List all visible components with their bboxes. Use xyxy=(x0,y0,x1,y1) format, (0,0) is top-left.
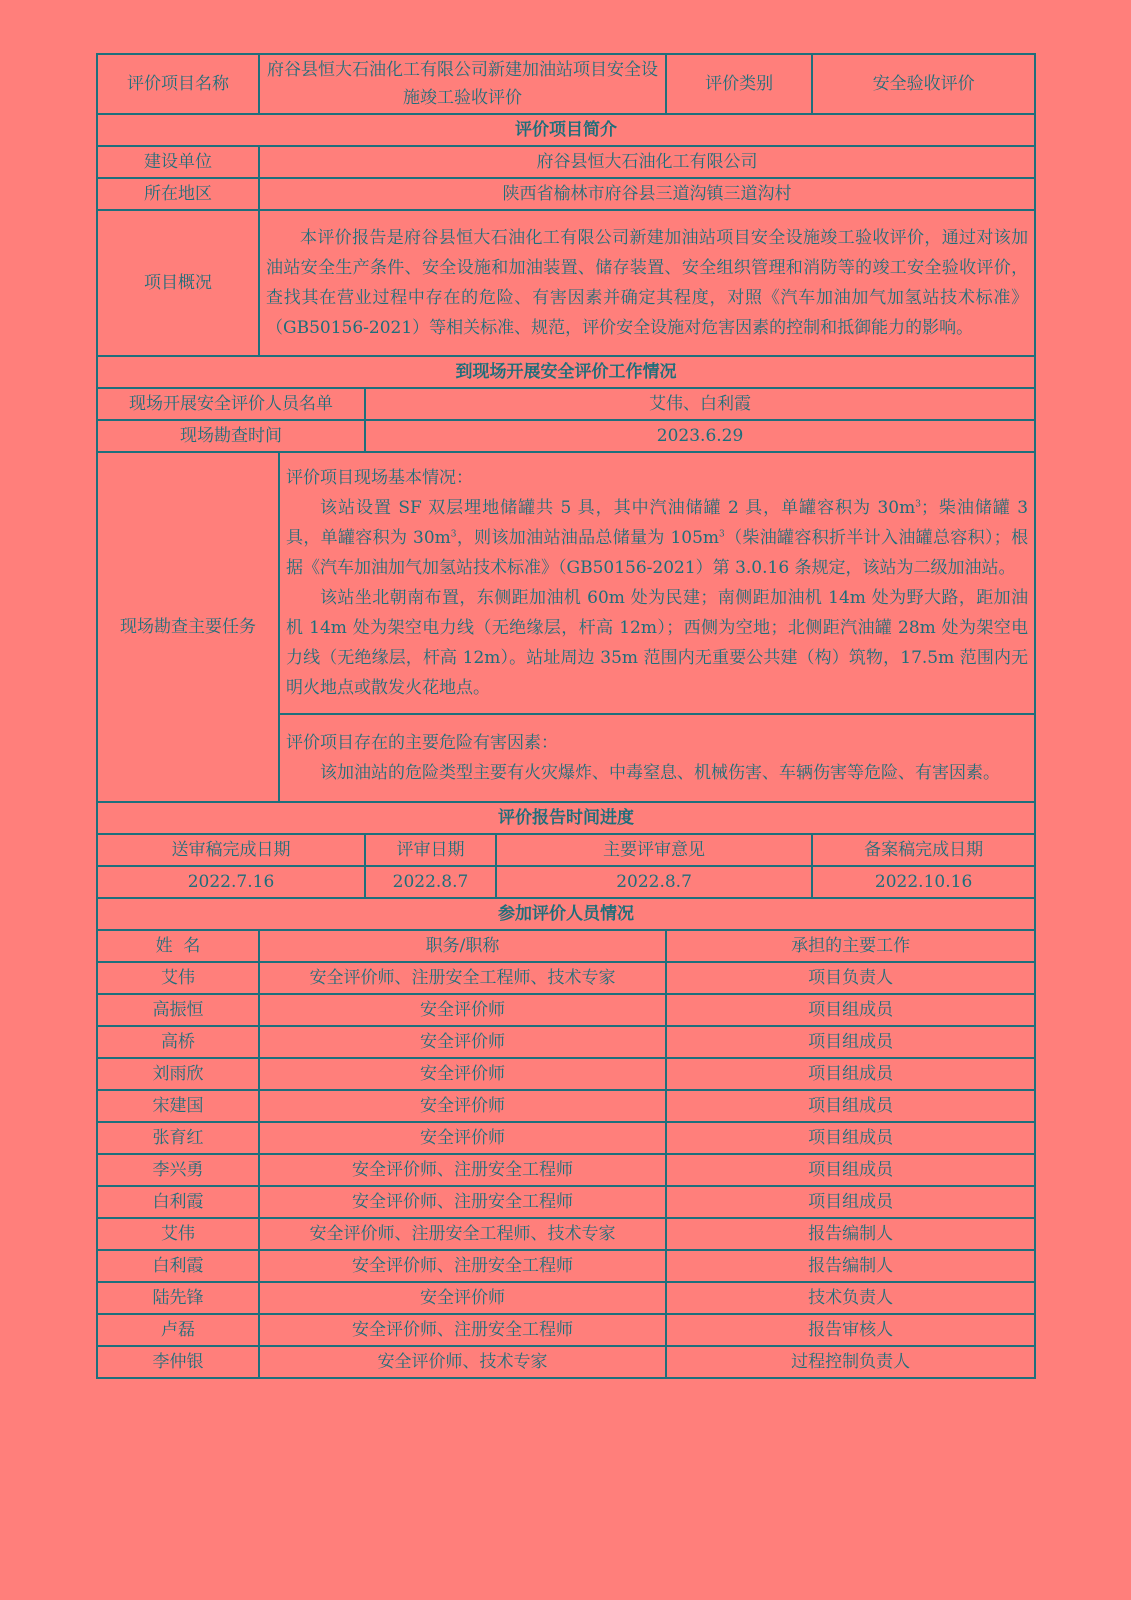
staff-row xyxy=(97,1282,1035,1314)
staff-name: 高桥 xyxy=(97,1026,259,1058)
staff-work: 项目组成员 xyxy=(666,1058,1035,1090)
site-basic-paragraph-2: 该站坐北朝南布置，东侧距加油机 60m 处为民建；南侧距加油机 14m 处为野大路，距加油机 14m 处为架空电力线（无绝缘层，杆高 12m）；西侧为空地；北侧距汽油罐 28m 处为架空电力线（无绝缘层，杆高 12m）。站址周边 35m 范围内无重要公共建（构）筑物，17.5m 范围内无明火地点或散发火花地点。 xyxy=(286,588,1029,698)
site-tasks-label: 现场勘查主要任务 xyxy=(97,452,279,802)
staff-title: 安全评价师 xyxy=(259,1090,666,1122)
staff-name: 李仲银 xyxy=(97,1346,259,1378)
overview-text-cell xyxy=(259,210,1035,356)
staff-row xyxy=(97,1154,1035,1186)
site-hazard-heading: 评价项目存在的主要危险有害因素： xyxy=(286,733,558,753)
staff-name: 高振恒 xyxy=(97,994,259,1026)
site-staff-label: 现场开展安全评价人员名单 xyxy=(97,388,365,420)
staff-name: 艾伟 xyxy=(97,962,259,994)
builder-value: 府谷县恒大石油化工有限公司 xyxy=(259,146,1035,178)
schedule-header: 送审稿完成日期 xyxy=(97,834,365,866)
intro-section-title: 评价项目简介 xyxy=(97,114,1035,146)
staff-work: 技术负责人 xyxy=(666,1282,1035,1314)
staff-work: 报告编制人 xyxy=(666,1250,1035,1282)
staff-name: 李兴勇 xyxy=(97,1154,259,1186)
staff-name: 白利霞 xyxy=(97,1186,259,1218)
staff-row xyxy=(97,1250,1035,1282)
site-hazard-text: 该加油站的危险类型主要有火灾爆炸、中毒窒息、机械伤害、车辆伤害等危险、有害因素。 xyxy=(320,763,1000,783)
staff-header-work: 承担的主要工作 xyxy=(666,930,1035,962)
site-time-value: 2023.6.29 xyxy=(365,420,1035,452)
builder-label: 建设单位 xyxy=(97,146,259,178)
schedule-header: 主要评审意见 xyxy=(496,834,812,866)
staff-title: 安全评价师、注册安全工程师、技术专家 xyxy=(259,962,666,994)
project-name-value: 府谷县恒大石油化工有限公司新建加油站项目安全设施竣工验收评价 xyxy=(259,54,666,114)
category-value: 安全验收评价 xyxy=(812,54,1035,114)
staff-title: 安全评价师 xyxy=(259,1058,666,1090)
staff-title: 安全评价师 xyxy=(259,1122,666,1154)
staff-work: 项目组成员 xyxy=(666,994,1035,1026)
evaluation-info-table xyxy=(96,53,1036,1379)
staff-title: 安全评价师 xyxy=(259,1026,666,1058)
staff-title: 安全评价师、注册安全工程师 xyxy=(259,1186,666,1218)
staff-title: 安全评价师、注册安全工程师 xyxy=(259,1154,666,1186)
staff-row xyxy=(97,1346,1035,1378)
staff-work: 项目负责人 xyxy=(666,962,1035,994)
site-basic-paragraph-1: 该站设置 SF 双层埋地储罐共 5 具，其中汽油储罐 2 具，单罐容积为 $30m^3$；柴油储罐 3 具，单罐容积为 $30m^3$，则该加油站油品总储量为 $105m^3$（柴油罐容积折半计入油罐总容积）；根据《汽车加油加气加氢站技术标准》（GB50156-2021）第 3.0.16 条规定，该站为二级加油站。 xyxy=(286,498,1029,578)
overview-text: 本评价报告是府谷县恒大石油化工有限公司新建加油站项目安全设施竣工验收评价，通过对该加油站安全生产条件、安全设施和加油装置、储存装置、安全组织管理和消防等的竣工安全验收评价，查找其在营业过程中存在的危险、有害因素并确定其程度，对照《汽车加油加气加氢站技术标准》（GB50156-2021）等相关标准、规范，评价安全设施对危害因素的控制和抵御能力的影响。 xyxy=(266,228,1029,338)
staff-header-name: 姓 名 xyxy=(97,930,259,962)
staff-section-title: 参加评价人员情况 xyxy=(97,898,1035,930)
schedule-value: 2022.7.16 xyxy=(97,866,365,898)
staff-row xyxy=(97,1026,1035,1058)
schedule-header: 评审日期 xyxy=(365,834,496,866)
staff-row xyxy=(97,1090,1035,1122)
staff-name: 张育红 xyxy=(97,1122,259,1154)
staff-work: 项目组成员 xyxy=(666,1026,1035,1058)
staff-title: 安全评价师、技术专家 xyxy=(259,1346,666,1378)
staff-row xyxy=(97,1218,1035,1250)
staff-row xyxy=(97,1122,1035,1154)
staff-title: 安全评价师 xyxy=(259,1282,666,1314)
region-value: 陕西省榆林市府谷县三道沟镇三道沟村 xyxy=(259,178,1035,210)
staff-rows xyxy=(97,962,1035,1378)
staff-name: 卢磊 xyxy=(97,1314,259,1346)
staff-row xyxy=(97,1314,1035,1346)
staff-work: 项目组成员 xyxy=(666,1154,1035,1186)
staff-row xyxy=(97,994,1035,1026)
staff-name: 陆先锋 xyxy=(97,1282,259,1314)
site-time-label: 现场勘查时间 xyxy=(97,420,365,452)
site-basic-heading: 评价项目现场基本情况： xyxy=(286,468,473,488)
staff-row xyxy=(97,1186,1035,1218)
staff-work: 项目组成员 xyxy=(666,1186,1035,1218)
staff-name: 刘雨欣 xyxy=(97,1058,259,1090)
staff-name: 白利霞 xyxy=(97,1250,259,1282)
staff-work: 过程控制负责人 xyxy=(666,1346,1035,1378)
region-label: 所在地区 xyxy=(97,178,259,210)
schedule-value: 2022.8.7 xyxy=(365,866,496,898)
category-label: 评价类别 xyxy=(666,54,812,114)
schedule-value: 2022.8.7 xyxy=(496,866,812,898)
staff-work: 项目组成员 xyxy=(666,1122,1035,1154)
staff-name: 宋建国 xyxy=(97,1090,259,1122)
staff-title: 安全评价师 xyxy=(259,994,666,1026)
staff-title: 安全评价师、注册安全工程师 xyxy=(259,1250,666,1282)
staff-work: 报告编制人 xyxy=(666,1218,1035,1250)
project-name-label: 评价项目名称 xyxy=(97,54,259,114)
staff-row xyxy=(97,962,1035,994)
site-staff-value: 艾伟、白利霞 xyxy=(365,388,1035,420)
schedule-section-title: 评价报告时间进度 xyxy=(97,802,1035,834)
site-section-title: 到现场开展安全评价工作情况 xyxy=(97,356,1035,388)
schedule-value: 2022.10.16 xyxy=(812,866,1035,898)
overview-label: 项目概况 xyxy=(97,210,259,356)
staff-work: 报告审核人 xyxy=(666,1314,1035,1346)
staff-name: 艾伟 xyxy=(97,1218,259,1250)
staff-header-title: 职务/职称 xyxy=(259,930,666,962)
staff-row xyxy=(97,1058,1035,1090)
schedule-header: 备案稿完成日期 xyxy=(812,834,1035,866)
staff-work: 项目组成员 xyxy=(666,1090,1035,1122)
staff-title: 安全评价师、注册安全工程师、技术专家 xyxy=(259,1218,666,1250)
site-hazard-cell xyxy=(279,714,1035,802)
staff-title: 安全评价师、注册安全工程师 xyxy=(259,1314,666,1346)
site-basic-cell xyxy=(279,452,1035,714)
